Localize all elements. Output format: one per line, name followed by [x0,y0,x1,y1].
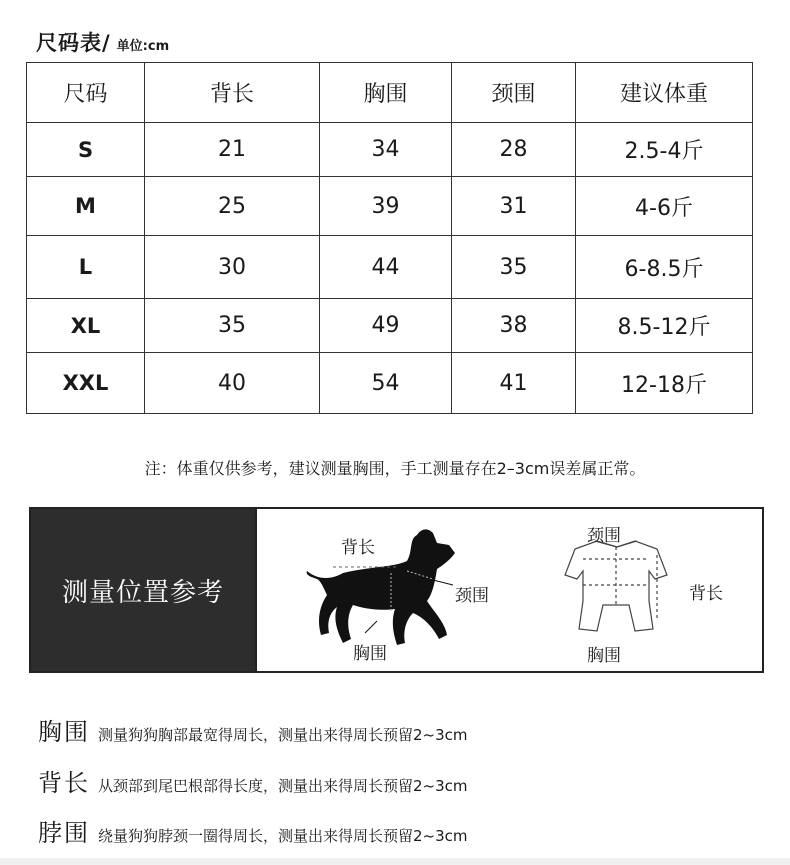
neck-cell: 41 [452,353,576,414]
header-chest: 胸围 [320,63,452,123]
dog-back-length-label: 背长 [341,538,375,558]
definition-term: 背长 [38,769,90,797]
chest-cell: 54 [320,353,452,414]
header-back-length: 背长 [145,63,320,123]
garment-outline-icon [565,541,667,631]
garment-back-length-label: 背长 [689,584,723,604]
table-row [27,236,753,299]
weight-cell: 8.5-12斤 [576,299,753,353]
neck-cell: 31 [452,177,576,236]
chest-cell: 49 [320,299,452,353]
header-weight: 建议体重 [576,63,753,123]
size-chart-heading [36,27,169,57]
size-cell: XL [27,299,145,353]
table-header-row [27,63,753,123]
weight-cell: 12-18斤 [576,353,753,414]
weight-cell: 6-8.5斤 [576,236,753,299]
size-cell: S [27,123,145,177]
bottom-divider [0,858,790,865]
definition-text: 绕量狗狗脖颈一圈得周长，测量出来得周长预留2~3cm [98,827,468,845]
unit-label: 单位:cm [116,39,170,54]
definition-chest [38,712,468,747]
neck-cell: 38 [452,299,576,353]
garment-chest-label: 胸围 [587,646,621,666]
page-title: 尺码表/ [36,31,111,55]
chest-cell: 39 [320,177,452,236]
definition-term: 脖围 [38,819,90,847]
table-row [27,353,753,414]
definition-text: 测量狗狗胸部最宽得周长，测量出来得周长预留2~3cm [98,726,468,744]
definition-text: 从颈部到尾巴根部得长度，测量出来得周长预留2~3cm [98,777,468,795]
back-length-cell: 21 [145,123,320,177]
dog-neck-label: 颈围 [455,586,489,606]
measurement-figure [255,509,762,671]
table-row [27,177,753,236]
definition-term: 胸围 [38,718,90,746]
measurement-reference-title: 测量位置参考 [31,509,255,671]
size-cell: XXL [27,353,145,414]
dog-silhouette-icon [257,509,764,671]
garment-neck-label: 颈围 [587,526,621,546]
back-length-cell: 40 [145,353,320,414]
chest-cell: 34 [320,123,452,177]
header-neck: 颈围 [452,63,576,123]
weight-cell: 4-6斤 [576,177,753,236]
back-length-cell: 25 [145,177,320,236]
size-cell: L [27,236,145,299]
table-row [27,123,753,177]
dog-chest-label: 胸围 [353,644,387,664]
measurement-reference-panel [29,507,764,673]
back-length-cell: 30 [145,236,320,299]
neck-cell: 28 [452,123,576,177]
definition-back-length [38,763,468,798]
chest-cell: 44 [320,236,452,299]
neck-cell: 35 [452,236,576,299]
weight-cell: 2.5-4斤 [576,123,753,177]
table-row [27,299,753,353]
back-length-cell: 35 [145,299,320,353]
header-size: 尺码 [27,63,145,123]
definition-neck [38,813,468,848]
size-table [26,62,753,414]
size-cell: M [27,177,145,236]
measurement-note: 注：体重仅供参考，建议测量胸围，手工测量存在2–3cm误差属正常。 [144,459,646,478]
